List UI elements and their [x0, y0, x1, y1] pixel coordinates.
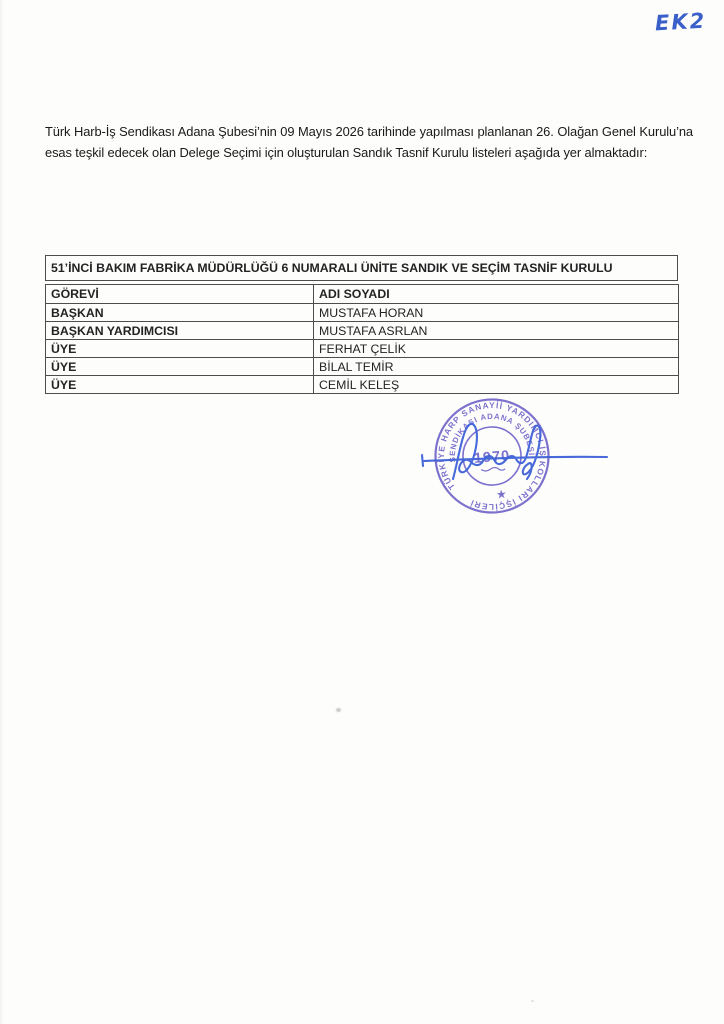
stamp-star-icon: ★ — [495, 486, 508, 502]
cell-role: ÜYE — [46, 376, 314, 394]
cell-role: BAŞKAN — [46, 304, 314, 322]
stamp-outer-ring-text: TÜRKİYE HARP SANAYİİ YARDIMCI İŞ KOLLARI İŞÇİLERİ — [435, 400, 549, 513]
cell-role: ÜYE — [46, 358, 314, 376]
cell-role: BAŞKAN YARDIMCISI — [46, 322, 314, 340]
cell-name: CEMİL KELEŞ — [314, 376, 679, 394]
cell-name: FERHAT ÇELİK — [314, 340, 679, 358]
table-row — [46, 358, 679, 376]
scan-speck — [531, 1000, 534, 1002]
intro-line-1: Türk Harb-İş Sendikası Adana Şubesi’nin 09 Mayıs 2026 tarihinde yapılması planlanan 26. Olağan Genel Kurulu’na — [45, 124, 693, 139]
header-adi-soyadi: ADI SOYADI — [314, 285, 679, 304]
header-gorevi: GÖREVİ — [46, 285, 314, 304]
intro-line-2: esas teşkil edecek olan Delege Seçimi için oluşturulan Sandık Tasnif Kurulu listeleri aşağıda yer almaktadır: — [45, 145, 648, 160]
stamp-year: 1970 — [473, 447, 511, 468]
table-row — [46, 340, 679, 358]
scan-speck — [336, 708, 341, 712]
table-row — [46, 376, 679, 394]
table-row — [46, 304, 679, 322]
intro-paragraph — [45, 121, 693, 163]
cell-role: ÜYE — [46, 340, 314, 358]
table-row — [46, 322, 679, 340]
table-title: 51’İNCİ BAKIM FABRİKA MÜDÜRLÜĞÜ 6 NUMARALI ÜNİTE SANDIK VE SEÇİM TASNİF KURULU — [45, 255, 678, 281]
committee-table — [45, 284, 679, 394]
stamp-inner-ring-text: SENDİKASI ADANA ŞUBESİ — [447, 411, 537, 463]
cell-name: BİLAL TEMİR — [314, 358, 679, 376]
signature-icon — [415, 395, 610, 505]
cell-name: MUSTAFA HORAN — [314, 304, 679, 322]
handwritten-annotation: EK2 — [654, 8, 707, 36]
table-header-row — [46, 285, 679, 304]
cell-name: MUSTAFA ASRLAN — [314, 322, 679, 340]
